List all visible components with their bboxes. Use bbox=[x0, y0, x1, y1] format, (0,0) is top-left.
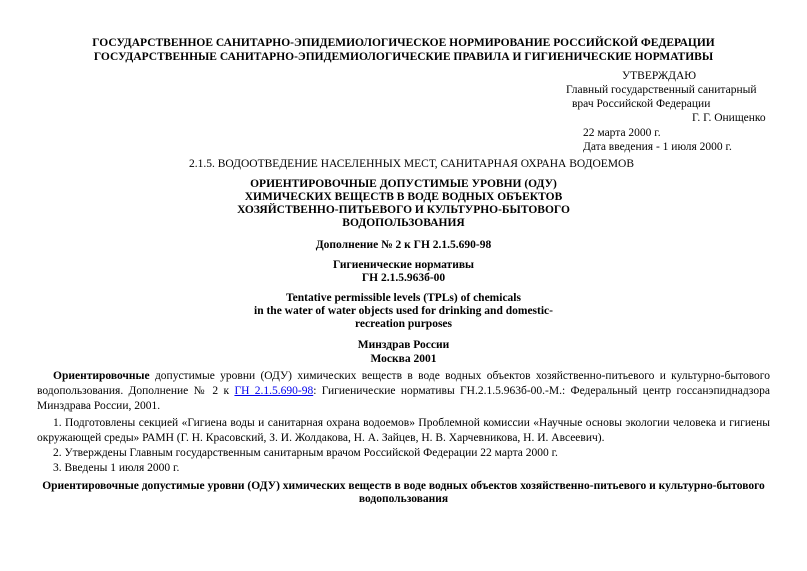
title-line-2: ХИМИЧЕСКИХ ВЕЩЕСТВ В ВОДЕ ВОДНЫХ ОБЪЕКТОВ bbox=[244, 191, 563, 203]
english-line-2: in the water of water objects used for drinking and domestic- bbox=[254, 305, 553, 317]
closing-line-1: Ориентировочные допустимые уровни (ОДУ) химических веществ в воде водных объектов хозяйственно-питьевого и культурно-бытового bbox=[42, 480, 765, 492]
approval-role-line-2: врач Российской Федерации bbox=[572, 98, 711, 110]
norms-line-2: ГН 2.1.5.963б-00 bbox=[361, 272, 446, 284]
intro-text-2: : Гигиенические нормативы ГН.2.1.5.963б-00.-М.: Федеральный центр госсанэпиднадзора Минздрава России, 2001. bbox=[37, 385, 770, 412]
list-item-2: 2. Утверждены Главным государственным санитарным врачом Российской Федерации 22 марта 2000 г. bbox=[53, 447, 558, 459]
header-line-1: ГОСУДАРСТВЕННОЕ САНИТАРНО-ЭПИДЕМИОЛОГИЧЕСКОЕ НОРМИРОВАНИЕ РОССИЙСКОЙ ФЕДЕРАЦИИ bbox=[92, 37, 715, 49]
norms-line-1: Гигиенические нормативы bbox=[332, 259, 475, 271]
publisher-org: Минздрав России bbox=[357, 339, 450, 351]
title-line-1: ОРИЕНТИРОВОЧНЫЕ ДОПУСТИМЫЕ УРОВНИ (ОДУ) bbox=[250, 178, 557, 190]
intro-lead: Ориентировочные bbox=[53, 370, 150, 382]
section-heading: 2.1.5. ВОДООТВЕДЕНИЕ НАСЕЛЕННЫХ МЕСТ, САНИТАРНАЯ ОХРАНА ВОДОЕМОВ bbox=[189, 158, 634, 170]
closing-line-2: водопользования bbox=[358, 493, 449, 505]
approval-title: УТВЕРЖДАЮ bbox=[622, 70, 697, 82]
approval-name: Г. Г. Онищенко bbox=[692, 112, 766, 124]
gn-link[interactable]: ГН 2.1.5.690-98 bbox=[234, 385, 314, 397]
list-item-1: 1. Подготовлены секцией «Гигиена воды и санитарная охрана водоемов» Проблемной комиссии «Научные основы экологии человека и гигиены окружающей среды» РАМН (Г. Н. Красовский, З. И. Жолдакова, Н. А. Зайцев, Н. В. Харчевникова, Н. И. Авсеевич). bbox=[37, 417, 770, 444]
approval-date: 22 марта 2000 г. bbox=[583, 127, 661, 139]
approval-role-line-1: Главный государственный санитарный bbox=[566, 84, 757, 96]
list-item-3: 3. Введены 1 июля 2000 г. bbox=[53, 462, 180, 474]
english-line-3: recreation purposes bbox=[355, 318, 452, 330]
title-line-4: ВОДОПОЛЬЗОВАНИЯ bbox=[342, 217, 465, 229]
english-line-1: Tentative permissible levels (TPLs) of chemicals bbox=[286, 292, 521, 304]
intro-text-1: допустимые уровни (ОДУ) химических веществ в воде водных объектов хозяйственно-питьевого и культурно-бытового водопользования. Дополнение № 2 к bbox=[37, 370, 770, 397]
intro-paragraph bbox=[37, 369, 770, 414]
publisher-place: Москва 2001 bbox=[370, 353, 437, 365]
title-line-3: ХОЗЯЙСТВЕННО-ПИТЬЕВОГО И КУЛЬТУРНО-БЫТОВОГО bbox=[237, 204, 570, 216]
header-line-2: ГОСУДАРСТВЕННЫЕ САНИТАРНО-ЭПИДЕМИОЛОГИЧЕСКИЕ ПРАВИЛА И ГИГИЕНИЧЕСКИЕ НОРМАТИВЫ bbox=[93, 51, 714, 63]
effective-date: Дата введения - 1 июля 2000 г. bbox=[583, 141, 732, 153]
supplement-line: Дополнение № 2 к ГН 2.1.5.690-98 bbox=[315, 239, 492, 251]
